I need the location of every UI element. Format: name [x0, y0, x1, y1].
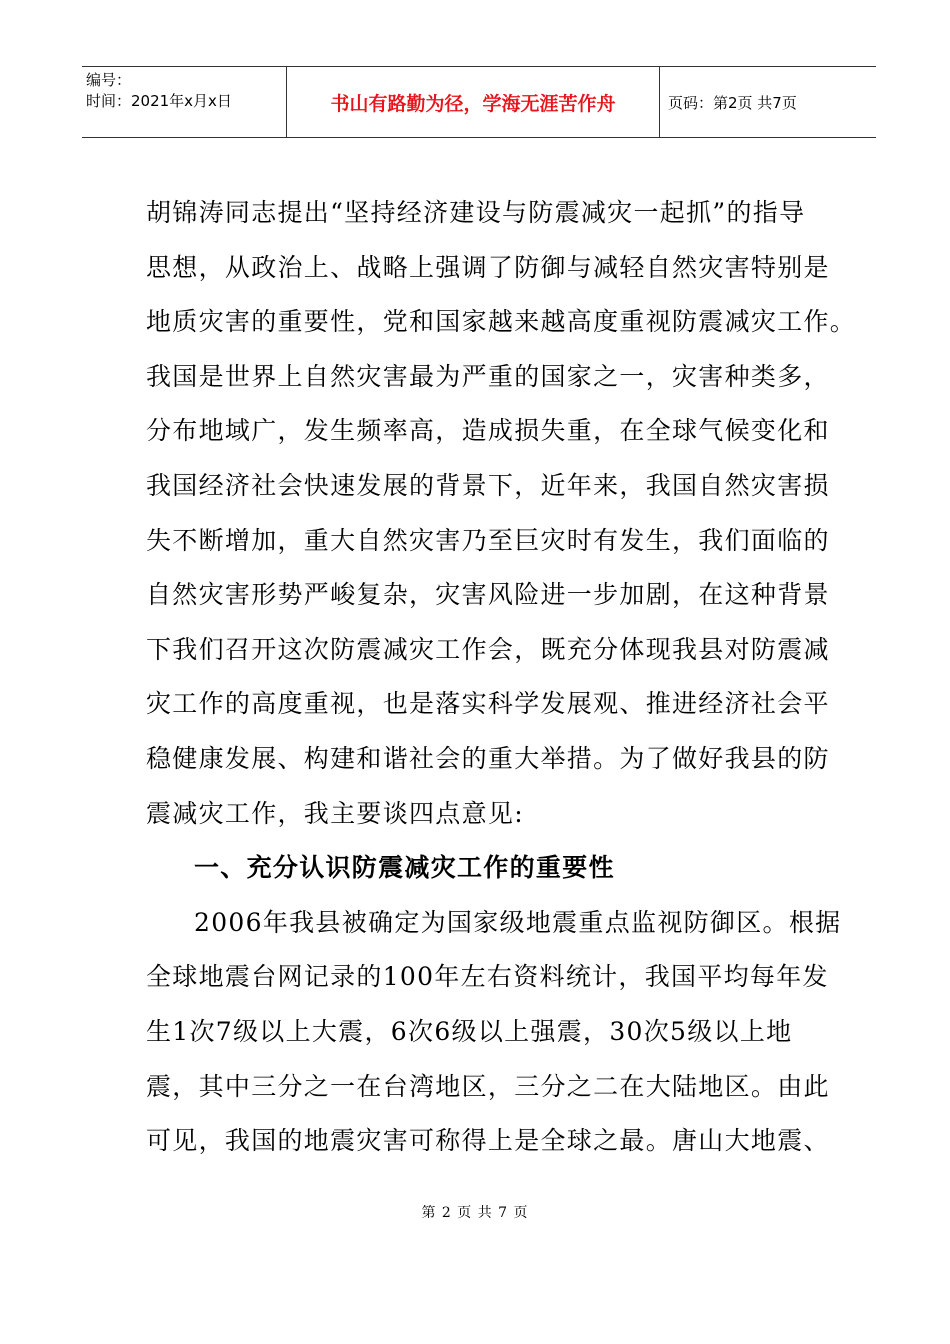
body-line: 思想，从政治上、战略上强调了防御与减轻自然灾害特别是 [146, 252, 830, 282]
body-line: 我国经济社会快速发展的背景下，近年来，我国自然灾害损 [146, 470, 830, 500]
body-line: 我国是世界上自然灾害最为严重的国家之一，灾害种类多， [146, 361, 830, 391]
section-heading: 一、充分认识防震减灾工作的重要性 [194, 853, 615, 883]
page-header [82, 66, 876, 138]
page-footer: 第 2 页 共 7 页 [421, 1205, 529, 1221]
section-line: 可见，我国的地震灾害可称得上是全球之最。唐山大地震、 [146, 1126, 830, 1156]
body-line: 稳健康发展、构建和谐社会的重大举措。为了做好我县的防 [146, 743, 830, 773]
header-motto: 书山有路勤为径，学海无涯苦作舟 [330, 92, 616, 115]
body-line: 震减灾工作，我主要谈四点意见: [146, 798, 524, 828]
body-line: 下我们召开这次防震减灾工作会，既充分体现我县对防震减 [146, 634, 830, 664]
header-meta [86, 70, 282, 112]
body-line: 胡锦涛同志提出“坚持经济建设与防震减灾一起抓”的指导 [146, 198, 806, 227]
header-divider [659, 67, 660, 137]
body-line: 分布地域广，发生频率高，造成损失重，在全球气候变化和 [146, 416, 830, 446]
header-page-info: 页码：第2页 共7页 [668, 93, 797, 112]
section-line: 生1次7级以上大震，6次6级以上强震，30次5级以上地 [146, 1016, 793, 1046]
body-line: 地质灾害的重要性，党和国家越来越高度重视防震减灾工作。 [146, 307, 857, 337]
document-time-label: 时间：2021年x月x日 [86, 92, 232, 110]
body-line: 失不断增加，重大自然灾害乃至巨灾时有发生，我们面临的 [146, 525, 830, 555]
section-line: 全球地震台网记录的100年左右资料统计，我国平均每年发 [146, 962, 829, 992]
body-line: 自然灾害形势严峻复杂，灾害风险进一步加剧，在这种背景 [146, 580, 830, 610]
section-line: 震，其中三分之一在台湾地区，三分之二在大陆地区。由此 [146, 1071, 830, 1101]
section-line: 2006年我县被确定为国家级地震重点监视防御区。根据 [194, 907, 842, 937]
body-line: 灾工作的高度重视，也是落实科学发展观、推进经济社会平 [146, 689, 830, 719]
document-number-label: 编号： [86, 71, 132, 89]
document-body [146, 186, 857, 1169]
